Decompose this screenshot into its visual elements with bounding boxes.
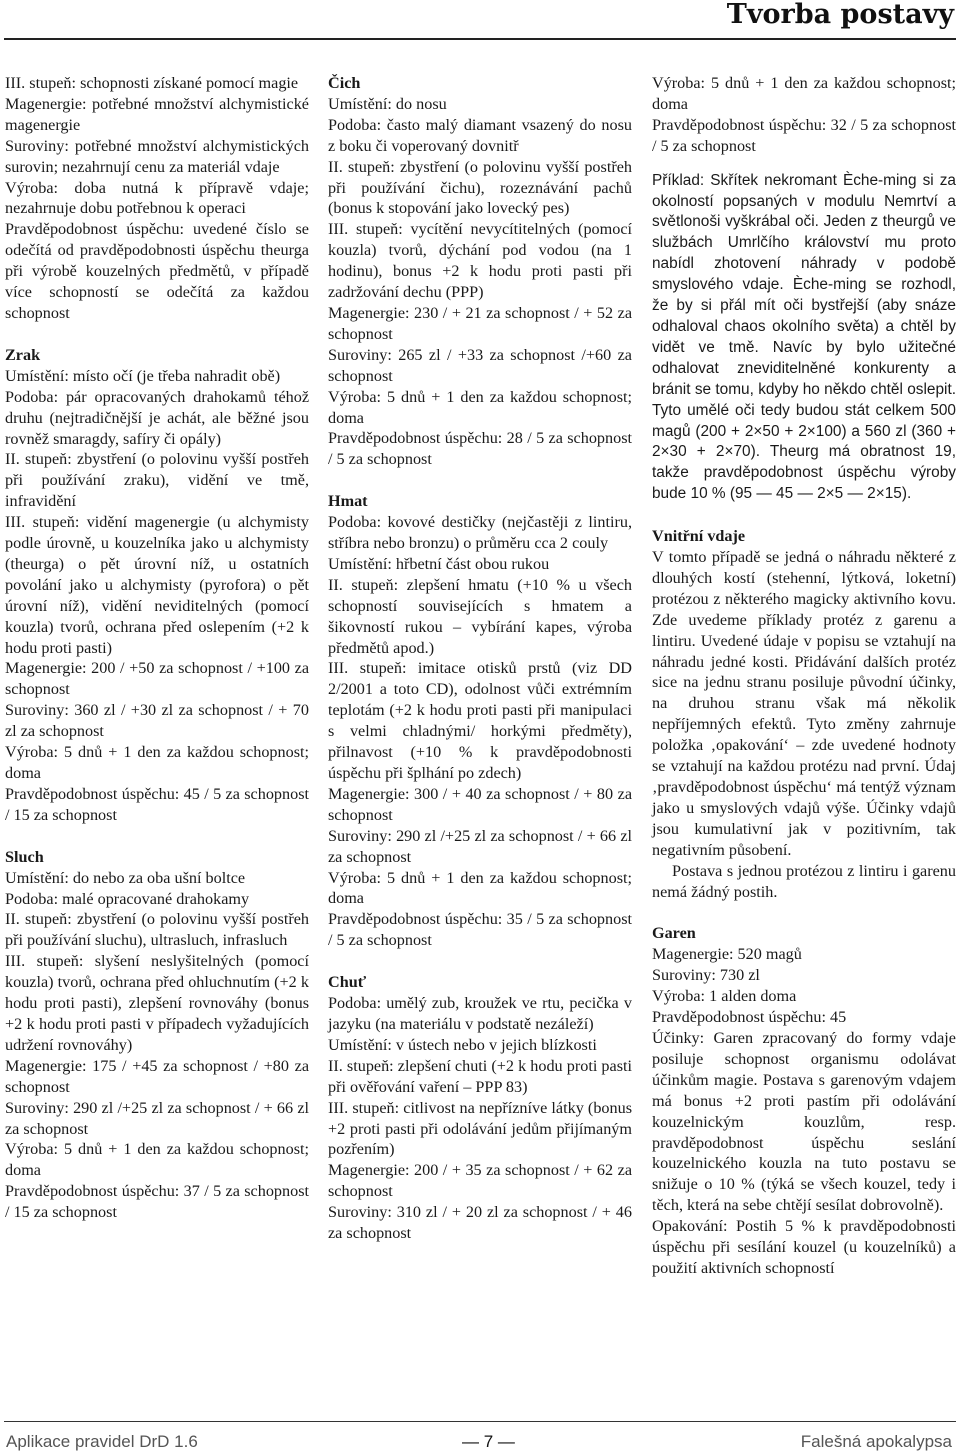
chut-production: Výroba: 5 dnů + 1 den za každou schopnost; doma — [652, 74, 956, 113]
sluch-line: Umístění: do nebo za oba ušní boltce — [5, 868, 246, 887]
garen-line: Výroba: 1 alden doma — [652, 987, 797, 1006]
chut-line: Podoba: umělý zub, kroužek ve rtu, pecička v jazyku (na materiálu v podstatě nezáleží) — [328, 994, 632, 1033]
chut-line: Suroviny: 310 zl / + 20 zl za schopnost / + 46 za schopnost — [328, 1203, 632, 1243]
hmat-line: Magenergie: 300 / + 40 za schopnost / + 80 za schopnost — [328, 784, 632, 824]
cich-line: Výroba: 5 dnů + 1 den za každou schopnost; doma — [328, 387, 632, 427]
section-heading-vnitrni-vdaje: Vnitřní vdaje — [652, 527, 746, 546]
garen-line: Magenergie: 520 magů — [652, 945, 802, 964]
zrak-line: Suroviny: 360 zl / +30 zl za schopnost / + 70 zl za schopnost — [5, 701, 309, 741]
header-rule — [4, 38, 956, 40]
vnitrni-paragraph: V tomto případě se jedná o náhradu některé z dlouhých kostí (stehenní, lýtková, loketní) protézou z některého magicky aktivního kovu. Zde uvedeme příklady protéz z garenu a lintiru. Uvedené údaje v popisu se vztahují na náhradu jedné kosti. Přidávání dalších protéz sice na jednu stranu posiluje původní účinky, na druhou stranu však má několik nepříjemných efektů. Tyto změny zahrnuje položka ‚opakování‘ – zde uvedené hodnoty se vztahují na každou protézu nad první. Údaj ‚pravděpodobnost úspěchu‘ má tentýž význam jako u smyslových vdajů výše. Účinky vdajů jsou kumulativní jak v pozitivním, tak negativním působení. — [652, 548, 956, 859]
example-paragraph: Příklad: Skřítek nekromant Èche-ming si za okolností popsaných v modulu Nemrtví a světlonoši vyškrábal oči. Jeden z theurgů ve službách Umrlčího království mu proto nabídl zhotovení náhrady v podobě smyslového vdaje. Èche-ming se rozhodl, že by si přál mít oči bystřejší (aby snáze odhaloval chaos okolního světa) a chtěl by vidět ve tmě. Navíc by bylo užitečné odhalovat zneviditelněné konkurenty a bránit se tomu, kdyby ho někdo chtěl oslepit. Tyto umělé oči tedy budou stát celkem 500 magů (200 + 2×50 + 2×100) a 560 zl (360 + 2×30 + 2×70). Theurg má obratnost 19, takže pravděpodobnost úspěchu výroby bude 10 % (95 — 45 — 2×5 — 2×15). — [652, 171, 956, 503]
zrak-line: Podoba: pár opracovaných drahokamů téhož druhu (nejtradičnější je achát, ale běžné jsou rovněž smaragdy, safíry či opály) — [5, 387, 309, 448]
garen-line: Pravděpodobnost úspěchu: 45 — [652, 1008, 847, 1027]
sluch-line: II. stupeň: zbystření (o polovinu vyšší postřeh při používání sluchu), ultrasluch, infrasluch — [5, 910, 309, 950]
chut-line: Magenergie: 200 / + 35 za schopnost / + 62 za schopnost — [328, 1161, 632, 1201]
section-heading-hmat: Hmat — [328, 492, 368, 511]
section-heading-garen: Garen — [652, 924, 696, 943]
cich-line: III. stupeň: vycítění nevycítitelných (pomocí kouzla) tvorů, dýchání pod vodou (na 1 hodinu), bonus +2 k hodu proti pasti při zadržování dechu (PPP) — [328, 220, 632, 302]
section-heading-zrak: Zrak — [5, 345, 41, 364]
legend-production: Výroba: doba nutná k přípravě vdaje; nezahrnuje dobu potřebnou k operaci — [5, 178, 309, 218]
cich-line: Pravděpodobnost úspěchu: 28 / 5 za schopnost / 5 za schopnost — [328, 429, 632, 469]
zrak-line: Pravděpodobnost úspěchu: 45 / 5 za schopnost / 15 za schopnost — [5, 784, 309, 824]
section-heading-sluch: Sluch — [5, 847, 44, 866]
section-heading-chut: Chuť — [328, 973, 367, 992]
hmat-line: III. stupeň: imitace otisků prstů (viz DD 2/2001 a toto CD), odolnost vůči extrémním teplotám (+2 k hodu proti pasti při manipulaci s velmi chladnými/ horkými předměty), přilnavost (+10 % k pravděpodobnosti úspěchu při šplhání po zdech) — [328, 659, 632, 782]
column-2 — [328, 73, 632, 1244]
hmat-line: Výroba: 5 dnů + 1 den za každou schopnost; doma — [328, 868, 632, 908]
hmat-line: Umístění: hřbetní část obou rukou — [328, 554, 550, 573]
footer-book-title: Aplikace pravidel DrD 1.6 — [6, 1432, 198, 1451]
footer-chapter: Falešná apokalypsa — [800, 1432, 952, 1451]
zrak-line: II. stupeň: zbystření (o polovinu vyšší postřeh při používání zraku), vidění ve tmě, infravidění — [5, 450, 309, 511]
hmat-line: Suroviny: 290 zl /+25 zl za schopnost / + 66 zl za schopnost — [328, 826, 632, 866]
cich-line: Umístění: do nosu — [328, 94, 447, 113]
garen-line: Opakování: Postih 5 % k pravděpodobnosti úspěchu při sesílání kouzel (u kouzelníků) a použití aktivních schopností — [652, 1217, 956, 1277]
column-1 — [5, 73, 309, 1223]
sluch-line: Magenergie: 175 / +45 za schopnost / +80 za schopnost — [5, 1056, 309, 1096]
hmat-line: II. stupeň: zlepšení hmatu (+10 % u všech schopností souvisejících s hmatem a šikovností rukou – vybírání kapes, výroba předmětů apod.) — [328, 575, 632, 657]
sluch-line: III. stupeň: slyšení neslyšitelných (pomocí kouzla) tvorů, ochrana před ohluchnutím (+2 k hodu proti pasti), zlepšení rovnováhy (bonus +2 k hodu proti pasti v případech vyžadujících udržení rovnováhy) — [5, 952, 309, 1054]
legend-success: Pravděpodobnost úspěchu: uvedené číslo se odečítá od pravděpodobnosti úspěchu theurga při výrobě kouzelných předmětů, v případě více schopností se odečítá za každou schopnost — [5, 220, 309, 322]
vnitrni-paragraph-2: Postava s jednou protézou z lintiru i garenu nemá žádný postih. — [652, 861, 956, 901]
section-heading-cich: Čich — [328, 74, 361, 92]
garen-line: Účinky: Garen zpracovaný do formy vdaje posiluje schopnost organismu odolávat účinkům magie. Postava s garenovým vdajem má bonus +2 proti pastím při odolávání kouzelnickým kouzlům, resp. pravděpodobnost úspěchu seslání kouzelnického kouzla na tuto postavu se snižuje o 10 % (týká se všech kouzel, tedy i těch, která na sebe chtějí sesílat dobrovolně). — [652, 1028, 956, 1215]
cich-line: II. stupeň: zbystření (o polovinu vyšší postřeh při používání čichu), rozeznávání pachů (bonus k stopování jako lovecký pes) — [328, 157, 632, 218]
sluch-line: Pravděpodobnost úspěchu: 37 / 5 za schopnost / 15 za schopnost — [5, 1182, 309, 1222]
cich-line: Magenergie: 230 / + 21 za schopnost / + 52 za schopnost — [328, 303, 632, 343]
cich-line: Suroviny: 265 zl / +33 za schopnost /+60 za schopnost — [328, 345, 632, 385]
footer-rule — [4, 1421, 956, 1422]
column-3 — [652, 73, 956, 1279]
hmat-line: Podoba: kovové destičky (nejčastěji z lintiru, stříbra nebo bronzu) o průměru cca 2 couly — [328, 513, 632, 553]
chut-line: II. stupeň: zlepšení chuti (+2 k hodu proti pasti při ověřování vaření – PPP 83) — [328, 1056, 632, 1096]
legend-magenergy: Magenergie: potřebné množství alchymistické magenergie — [5, 94, 309, 134]
page-number: — 7 — — [462, 1432, 515, 1451]
sluch-line: Suroviny: 290 zl /+25 zl za schopnost / + 66 zl za schopnost — [5, 1098, 309, 1138]
legend-materials: Suroviny: potřebné množství alchymistických surovin; nezahrnují cenu za materiál vdaje — [5, 136, 309, 176]
hmat-line: Pravděpodobnost úspěchu: 35 / 5 za schopnost / 5 za schopnost — [328, 910, 632, 950]
sluch-line: Výroba: 5 dnů + 1 den za každou schopnost; doma — [5, 1140, 309, 1180]
chut-line: III. stupeň: citlivost na nepřízníve látky (bonus +2 proti pasti při odolávání jedům přijímaným pozřením) — [328, 1098, 632, 1159]
page-header-title: Tvorba postavy — [726, 0, 954, 30]
zrak-line: III. stupeň: vidění magenergie (u alchymisty podle úrovně, u kouzelníka jako u alchymisty (theurga) o pět úrovní níž, u ostatních povolání jako u alchymisty (pyrofora) o pět úrovní níž), vidění neviditelných (pomocí kouzla) tvorů, ochrana před oslepením (+2 k hodu proti pasti) — [5, 513, 309, 657]
cich-line: Podoba: často malý diamant vsazený do nosu z boku či voperovaný dovnitř — [328, 115, 632, 155]
zrak-line: Magenergie: 200 / +50 za schopnost / +100 za schopnost — [5, 659, 309, 699]
garen-line: Suroviny: 730 zl — [652, 966, 760, 985]
chut-line: Umístění: v ústech nebo v jejich blízkosti — [328, 1035, 597, 1054]
level-3-intro: III. stupeň: schopnosti získané pomocí magie — [5, 74, 299, 92]
zrak-line: Umístění: místo očí (je třeba nahradit obě) — [5, 366, 281, 385]
chut-success: Pravděpodobnost úspěchu: 32 / 5 za schopnost / 5 za schopnost — [652, 115, 956, 155]
sluch-line: Podoba: malé opracované drahokamy — [5, 889, 250, 908]
zrak-line: Výroba: 5 dnů + 1 den za každou schopnost; doma — [5, 743, 309, 782]
